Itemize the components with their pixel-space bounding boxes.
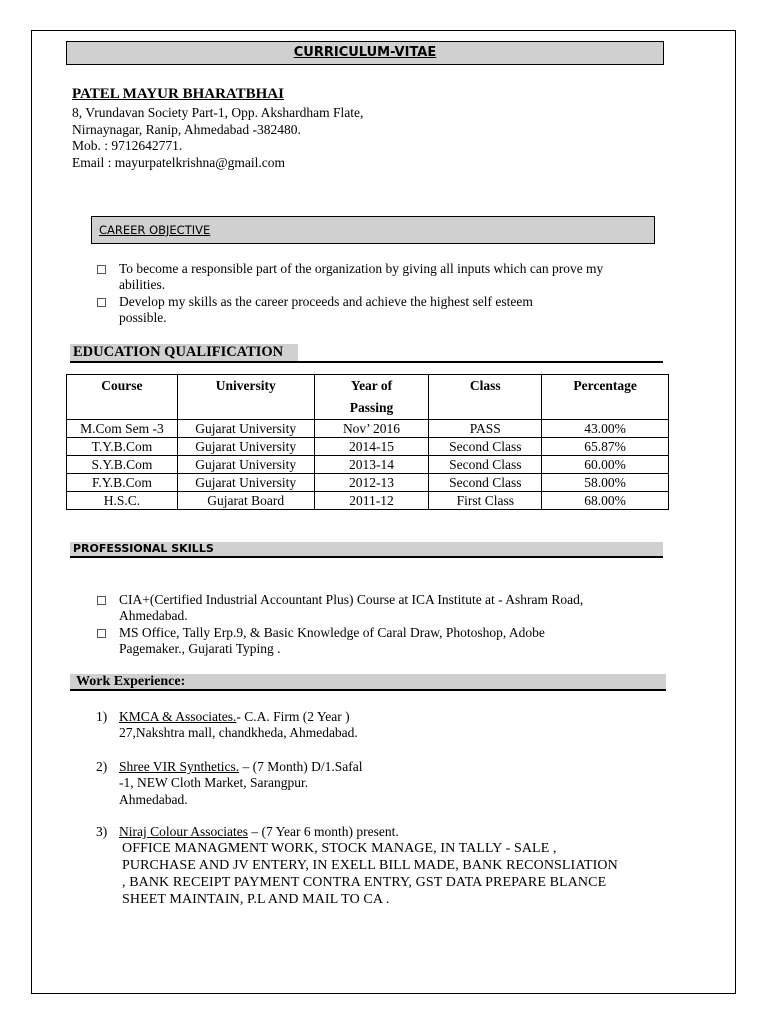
professional-skills-heading: PROFESSIONAL SKILLS [70,542,663,558]
mobile-number: Mob. : 9712642771. [72,138,183,153]
table-cell: First Class [429,492,542,510]
objective-item-1-line-2: abilities. [119,277,166,292]
table-row [67,456,669,474]
career-objective-heading: CAREER OBJECTIVE [91,216,655,244]
table-cell: H.S.C. [67,492,178,510]
bullet-icon [97,629,106,638]
table-cell: Second Class [429,456,542,474]
work-item-number: 2) [96,759,108,774]
table-cell: 68.00% [542,492,669,510]
address-line-2: Nirnaynagar, Ranip, Ahmedabad -382480. [72,122,301,137]
objective-item-2-line-1: Develop my skills as the career proceeds and achieve the highest self esteem [119,294,533,309]
work-detail: – (7 Year 6 month) present. [247,824,399,839]
work-item-3-line: PURCHASE AND JV ENTERY, IN EXELL BILL MADE, BANK RECONSLIATION [122,858,618,873]
table-row [67,492,669,510]
skill-item-2-line-2: Pagemaker., Gujarati Typing . [119,641,281,656]
table-cell: S.Y.B.Com [67,456,178,474]
table-cell: 2014-15 [314,438,429,456]
table-cell: Second Class [429,438,542,456]
table-cell: Gujarat University [177,474,314,492]
table-cell: Gujarat University [177,456,314,474]
table-cell: 2012-13 [314,474,429,492]
column-header: Course [67,375,178,420]
column-header: Percentage [542,375,669,420]
column-header [314,375,429,420]
candidate-name: PATEL MAYUR BHARATBHAI [72,86,284,102]
table-cell: 2013-14 [314,456,429,474]
work-item-1-header [119,708,350,725]
table-row [67,438,669,456]
bullet-icon [97,265,106,274]
education-heading-text: EDUCATION QUALIFICATION [73,344,284,360]
work-detail: - C.A. Firm (2 Year ) [236,709,350,724]
education-heading [70,344,663,363]
company-name: KMCA & Associates. [119,709,237,724]
work-item-3-header [119,823,399,840]
work-item-3-line: OFFICE MANAGMENT WORK, STOCK MANAGE, IN TALLY - SALE , [122,841,557,856]
column-header-line: Passing [349,400,394,415]
work-item-number: 1) [96,709,108,724]
table-cell: F.Y.B.Com [67,474,178,492]
table-cell: 58.00% [542,474,669,492]
table-cell: Gujarat University [177,438,314,456]
objective-item-1-line-1: To become a responsible part of the organization by giving all inputs which can prove my [119,261,604,276]
column-header-line: Year of [350,378,393,393]
company-name: Shree VIR Synthetics. [119,759,240,774]
table-cell: 2011-12 [314,492,429,510]
column-header: Class [429,375,542,420]
table-cell: Nov’ 2016 [314,420,429,438]
table-cell: Gujarat Board [177,492,314,510]
table-cell: T.Y.B.Com [67,438,178,456]
objective-item-2-line-2: possible. [119,310,167,325]
work-item-2-line: Ahmedabad. [119,792,188,807]
email-address: Email : mayurpatelkrishna@gmail.com [72,155,286,170]
table-cell: Second Class [429,474,542,492]
table-row [67,474,669,492]
table-cell: Gujarat University [177,420,314,438]
skill-item-1-line-1: CIA+(Certified Industrial Accountant Plus) Course at ICA Institute at - Ashram Road, [119,592,584,607]
work-experience-heading: Work Experience: [70,674,666,691]
table-cell: 65.87% [542,438,669,456]
table-row [67,420,669,438]
work-item-2-header [119,758,362,775]
company-name: Niraj Colour Associates [119,824,248,839]
table-header-row [67,375,669,420]
work-item-number: 3) [96,824,108,839]
table-cell: PASS [429,420,542,438]
work-item-1-line: 27,Nakshtra mall, chandkheda, Ahmedabad. [119,725,358,740]
table-cell: 43.00% [542,420,669,438]
bullet-icon [97,298,106,307]
column-header: University [177,375,314,420]
work-item-3-line: SHEET MAINTAIN, P.L AND MAIL TO CA . [122,892,390,907]
skill-item-2-line-1: MS Office, Tally Erp.9, & Basic Knowledge of Caral Draw, Photoshop, Adobe [119,625,545,640]
skill-item-1-line-2: Ahmedabad. [119,608,188,623]
bullet-icon [97,596,106,605]
work-item-3-line: , BANK RECEIPT PAYMENT CONTRA ENTRY, GST DATA PREPARE BLANCE [122,875,607,890]
address-line-1: 8, Vrundavan Society Part-1, Opp. Akshardham Flate, [72,105,364,120]
work-item-2-line: -1, NEW Cloth Market, Sarangpur. [119,775,309,790]
document-title: CURRICULUM-VITAE [66,41,664,65]
table-cell: 60.00% [542,456,669,474]
work-detail: – (7 Month) D/1.Safal [239,759,363,774]
table-cell: M.Com Sem -3 [67,420,178,438]
education-table [66,374,669,510]
